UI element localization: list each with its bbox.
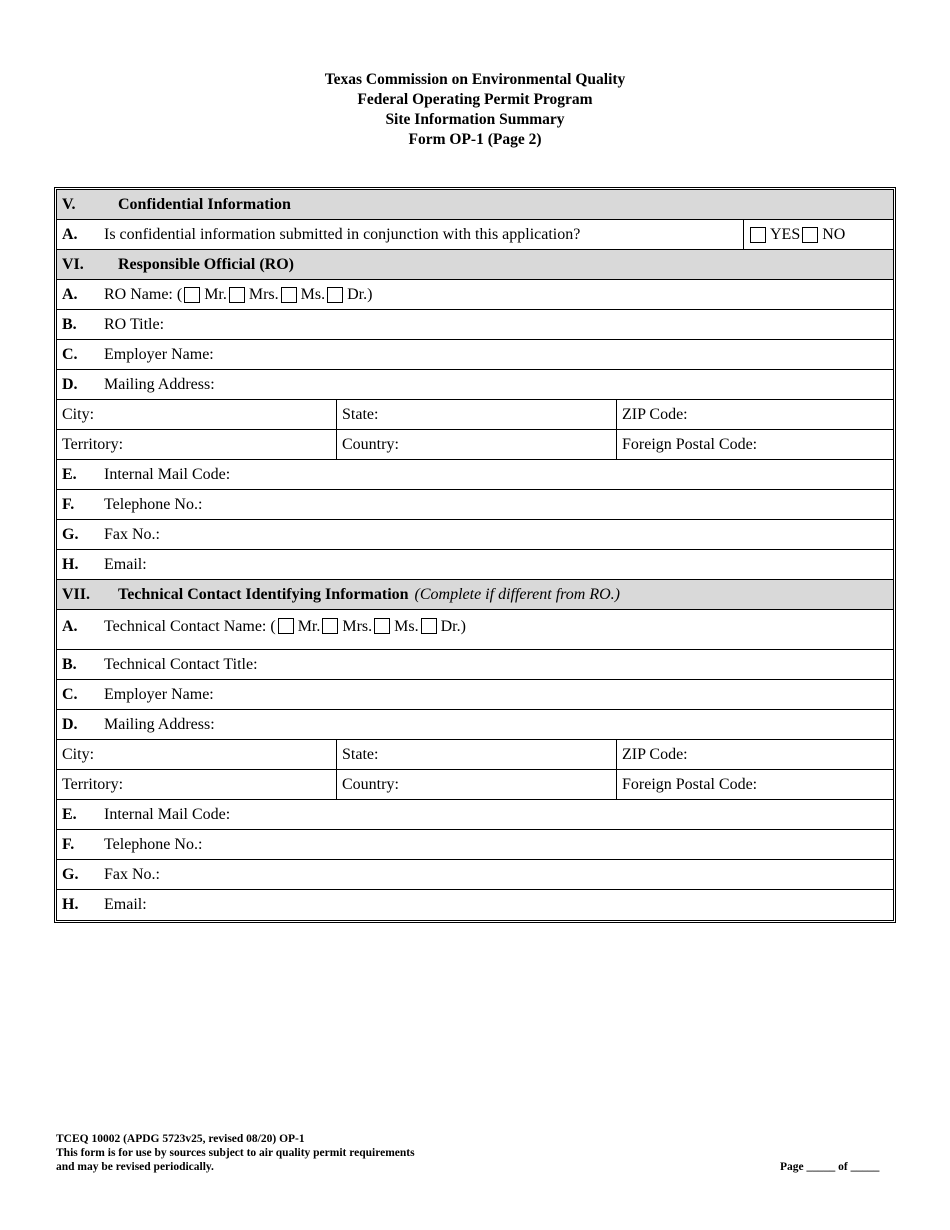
ro-employer-row[interactable] (57, 340, 893, 370)
ro-title-row[interactable] (57, 310, 893, 340)
page-number: Page _____ of _____ (780, 1161, 880, 1173)
revision-note: and may be revised periodically. (56, 1161, 214, 1173)
section-title: Responsible Official (RO) (118, 255, 294, 273)
tc-city-row (57, 740, 893, 770)
section-note: (Complete if different from RO.) (414, 585, 620, 603)
confidential-question-row (57, 220, 893, 250)
dr-label: Dr.) (347, 285, 373, 303)
mrs-checkbox[interactable] (229, 287, 245, 303)
ro-city-field[interactable]: City: (57, 400, 337, 429)
ro-employer-field[interactable]: Employer Name: (104, 345, 214, 363)
item-letter: H. (62, 555, 79, 573)
mrs-label: Mrs. (342, 618, 373, 635)
tc-email-row[interactable] (57, 890, 893, 920)
item-letter: B. (62, 655, 77, 673)
tc-mailing-row[interactable] (57, 710, 893, 740)
item-letter: F. (62, 835, 75, 853)
section-title: Technical Contact Identifying Information (118, 585, 409, 603)
tc-mailcode-row[interactable] (57, 800, 893, 830)
form-number-title: Form OP-1 (Page 2) (408, 131, 542, 148)
ro-fax-row[interactable] (57, 520, 893, 550)
dr-checkbox[interactable] (327, 287, 343, 303)
ms-checkbox[interactable] (374, 618, 390, 634)
tc-title-field[interactable]: Technical Contact Title: (104, 655, 258, 673)
tc-mailing-field[interactable]: Mailing Address: (104, 715, 215, 733)
tc-title-row[interactable] (57, 650, 893, 680)
item-letter: A. (62, 225, 78, 243)
no-label: NO (822, 225, 846, 243)
ro-email-field[interactable]: Email: (104, 555, 147, 573)
tc-phone-field[interactable]: Telephone No.: (104, 835, 203, 853)
ms-checkbox[interactable] (281, 287, 297, 303)
ro-name-row[interactable] (57, 280, 893, 310)
mrs-checkbox[interactable] (322, 618, 338, 634)
tc-city-field[interactable]: City: (57, 740, 337, 769)
item-letter: C. (62, 685, 78, 703)
summary-title: Site Information Summary (385, 111, 565, 128)
dr-label: Dr.) (440, 618, 466, 635)
item-letter: G. (62, 865, 79, 883)
section-vii-header (57, 580, 893, 610)
tc-foreign-postal-field[interactable]: Foreign Postal Code: (622, 775, 758, 793)
tc-employer-field[interactable]: Employer Name: (104, 685, 214, 703)
item-letter: D. (62, 375, 78, 393)
form-table (54, 187, 896, 923)
confidential-question: Is confidential information submitted in conjunction with this application? (104, 225, 581, 243)
yes-label: YES (770, 225, 801, 243)
ro-phone-row[interactable] (57, 490, 893, 520)
mr-checkbox[interactable] (278, 618, 294, 634)
item-letter: H. (62, 896, 79, 913)
ro-title-field[interactable]: RO Title: (104, 315, 165, 333)
item-letter: E. (62, 805, 77, 823)
item-letter: B. (62, 315, 77, 333)
mr-label: Mr. (297, 618, 321, 635)
tc-zip-field[interactable]: ZIP Code: (622, 745, 688, 763)
tc-employer-row[interactable] (57, 680, 893, 710)
tc-phone-row[interactable] (57, 830, 893, 860)
tc-mailcode-field[interactable]: Internal Mail Code: (104, 805, 231, 823)
mr-label: Mr. (204, 285, 227, 303)
ro-fax-field[interactable]: Fax No.: (104, 525, 160, 543)
section-number: VII. (62, 585, 91, 603)
tc-fax-row[interactable] (57, 860, 893, 890)
item-letter: D. (62, 715, 78, 733)
ro-mailcode-field[interactable]: Internal Mail Code: (104, 465, 231, 483)
form-header (0, 70, 950, 150)
item-letter: G. (62, 525, 79, 543)
ro-email-row[interactable] (57, 550, 893, 580)
section-vi-header (57, 250, 893, 280)
ro-city-row (57, 400, 893, 430)
ro-mailcode-row[interactable] (57, 460, 893, 490)
ro-zip-field[interactable]: ZIP Code: (622, 405, 688, 423)
yes-checkbox[interactable] (750, 227, 766, 243)
item-letter: A. (62, 618, 78, 635)
tc-fax-field[interactable]: Fax No.: (104, 865, 160, 883)
tc-territory-row (57, 770, 893, 800)
item-letter: E. (62, 465, 77, 483)
item-letter: F. (62, 495, 75, 513)
no-checkbox[interactable] (802, 227, 818, 243)
ro-name-field[interactable] (99, 280, 893, 309)
ro-name-label: RO Name: ( (104, 285, 183, 303)
section-number: VI. (62, 255, 84, 273)
section-number: V. (62, 195, 76, 213)
form-footer (56, 1132, 415, 1174)
ro-country-field[interactable]: Country: (337, 430, 617, 459)
tc-email-field[interactable]: Email: (104, 896, 147, 913)
ro-territory-field[interactable]: Territory: (57, 430, 337, 459)
ro-territory-row (57, 430, 893, 460)
tc-name-row[interactable] (57, 610, 893, 650)
ro-mailing-row[interactable] (57, 370, 893, 400)
yes-no-options (743, 220, 893, 249)
agency-title: Texas Commission on Environmental Quality (324, 71, 626, 88)
program-title: Federal Operating Permit Program (357, 91, 593, 108)
section-v-header (57, 190, 893, 220)
item-letter: A. (62, 285, 78, 303)
ro-mailing-field[interactable]: Mailing Address: (104, 375, 215, 393)
form-id: TCEQ 10002 (APDG 5723v25, revised 08/20) OP-1 (56, 1133, 305, 1145)
ro-foreign-postal-field[interactable]: Foreign Postal Code: (622, 435, 758, 453)
tc-territory-field[interactable]: Territory: (57, 770, 337, 799)
mrs-label: Mrs. (248, 285, 279, 303)
ro-phone-field[interactable]: Telephone No.: (104, 495, 203, 513)
ms-label: Ms. (394, 618, 419, 635)
tc-name-field[interactable] (99, 610, 893, 649)
tc-name-label: Technical Contact Name: ( (104, 618, 276, 635)
usage-note: This form is for use by sources subject to air quality permit requirements (56, 1147, 415, 1159)
mr-checkbox[interactable] (184, 287, 200, 303)
section-title-wrap (113, 580, 893, 609)
tc-country-field[interactable]: Country: (337, 770, 617, 799)
tc-state-field[interactable]: State: (337, 740, 617, 769)
ro-state-field[interactable]: State: (337, 400, 617, 429)
ms-label: Ms. (300, 285, 326, 303)
section-title: Confidential Information (118, 195, 291, 213)
dr-checkbox[interactable] (421, 618, 437, 634)
item-letter: C. (62, 345, 78, 363)
